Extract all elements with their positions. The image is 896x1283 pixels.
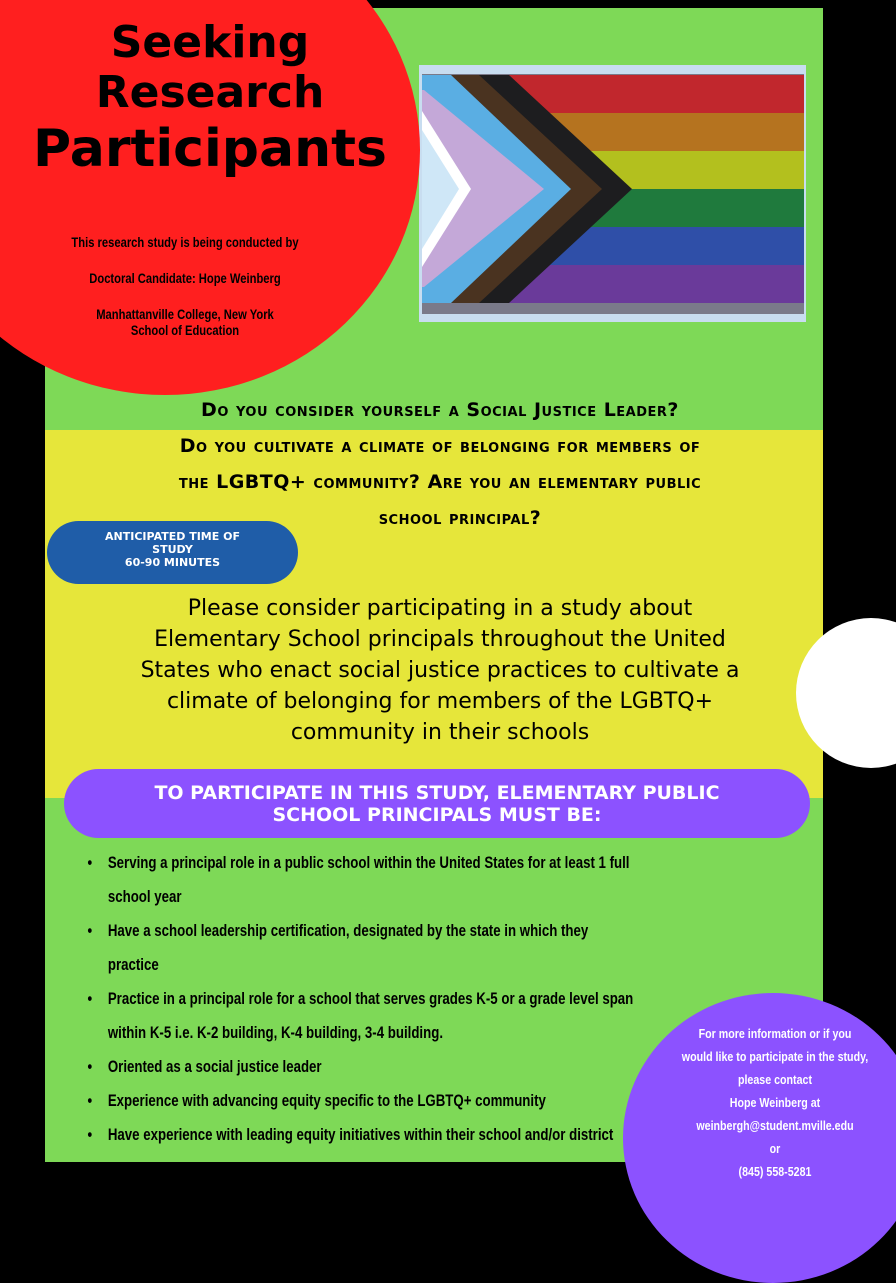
requirements-header-line-1: TO PARTICIPATE IN THIS STUDY, ELEMENTARY PUBLIC: [154, 782, 720, 804]
requirements-header-line-2: SCHOOL PRINCIPALS MUST BE:: [272, 804, 602, 826]
time-badge: [47, 521, 298, 584]
list-item: [86, 982, 634, 1050]
list-item-text: • Oriented as a social justice leader: [107, 1057, 322, 1076]
contact-line: For more information or if you: [698, 1026, 852, 1041]
candidate-name: Doctoral Candidate: Hope Weinberg: [89, 270, 281, 286]
contact-email: weinbergh@student.mville.edu: [696, 1118, 854, 1133]
contact-info: [673, 1022, 878, 1183]
list-item-text: practice: [107, 955, 159, 974]
eligibility-list: [86, 846, 634, 1152]
progress-pride-flag: [419, 65, 806, 322]
contact-line: or: [769, 1141, 781, 1156]
contact-line: please contact: [737, 1072, 813, 1087]
time-badge-line-2: STUDY: [152, 543, 193, 556]
contact-name: Hope Weinberg at: [729, 1095, 821, 1110]
headline-line-3: Participants: [33, 119, 387, 179]
question-line: the LGBTQ+ community? Are you an elementary public: [178, 471, 702, 493]
question-line: Do you cultivate a climate of belonging for members of: [179, 435, 701, 457]
description-line: climate of belonging for members of the LGBTQ+: [166, 689, 714, 714]
list-item: [86, 1050, 570, 1084]
list-item-text: • Practice in a principal role for a school that serves grades K-5 or a grade level span: [107, 989, 634, 1008]
list-item-text: within K-5 i.e. K-2 building, K-4 building, 3-4 building.: [107, 1023, 444, 1042]
conducted-by-text: This research study is being conducted by: [71, 234, 299, 250]
time-badge-line-1: ANTICIPATED TIME OF: [105, 530, 240, 543]
question-line: school principal?: [378, 507, 542, 529]
list-item-text: • Experience with advancing equity specific to the LGBTQ+ community: [107, 1091, 546, 1110]
list-item: [86, 1118, 614, 1152]
list-item-text: • Have experience with leading equity initiatives within their school and/or district: [107, 1125, 614, 1144]
list-item-text: • Have a school leadership certification, designated by the state in which they: [107, 921, 589, 940]
list-item: [86, 1084, 570, 1118]
progress-pride-flag-graphic: [419, 65, 806, 322]
description-line: States who enact social justice practices to cultivate a: [140, 658, 740, 683]
institution-name: Manhattanville College, New York: [96, 306, 274, 322]
list-item: [86, 846, 630, 914]
school-name: School of Education: [130, 322, 240, 338]
study-description: [60, 593, 820, 748]
description-line: Elementary School principals throughout the United: [154, 627, 726, 652]
description-line: community in their schools: [290, 720, 590, 745]
screening-questions: [60, 392, 820, 536]
time-badge-duration: 60-90 MINUTES: [124, 556, 221, 569]
list-item: [86, 914, 589, 982]
list-item-text: • Serving a principal role in a public school within the United States for at least 1 full: [107, 853, 630, 872]
requirements-header: [64, 769, 810, 838]
headline: [0, 18, 420, 180]
contact-phone: (845) 558-5281: [738, 1164, 812, 1179]
question-line: Do you consider yourself a Social Justice Leader?: [201, 399, 679, 421]
headline-line-2: Research: [95, 67, 325, 118]
headline-line-1: Seeking: [110, 17, 310, 68]
researcher-info: [37, 234, 333, 338]
list-item-text: school year: [107, 887, 182, 906]
contact-line: would like to participate in the study,: [681, 1049, 869, 1064]
description-line: Please consider participating in a study about: [187, 596, 693, 621]
